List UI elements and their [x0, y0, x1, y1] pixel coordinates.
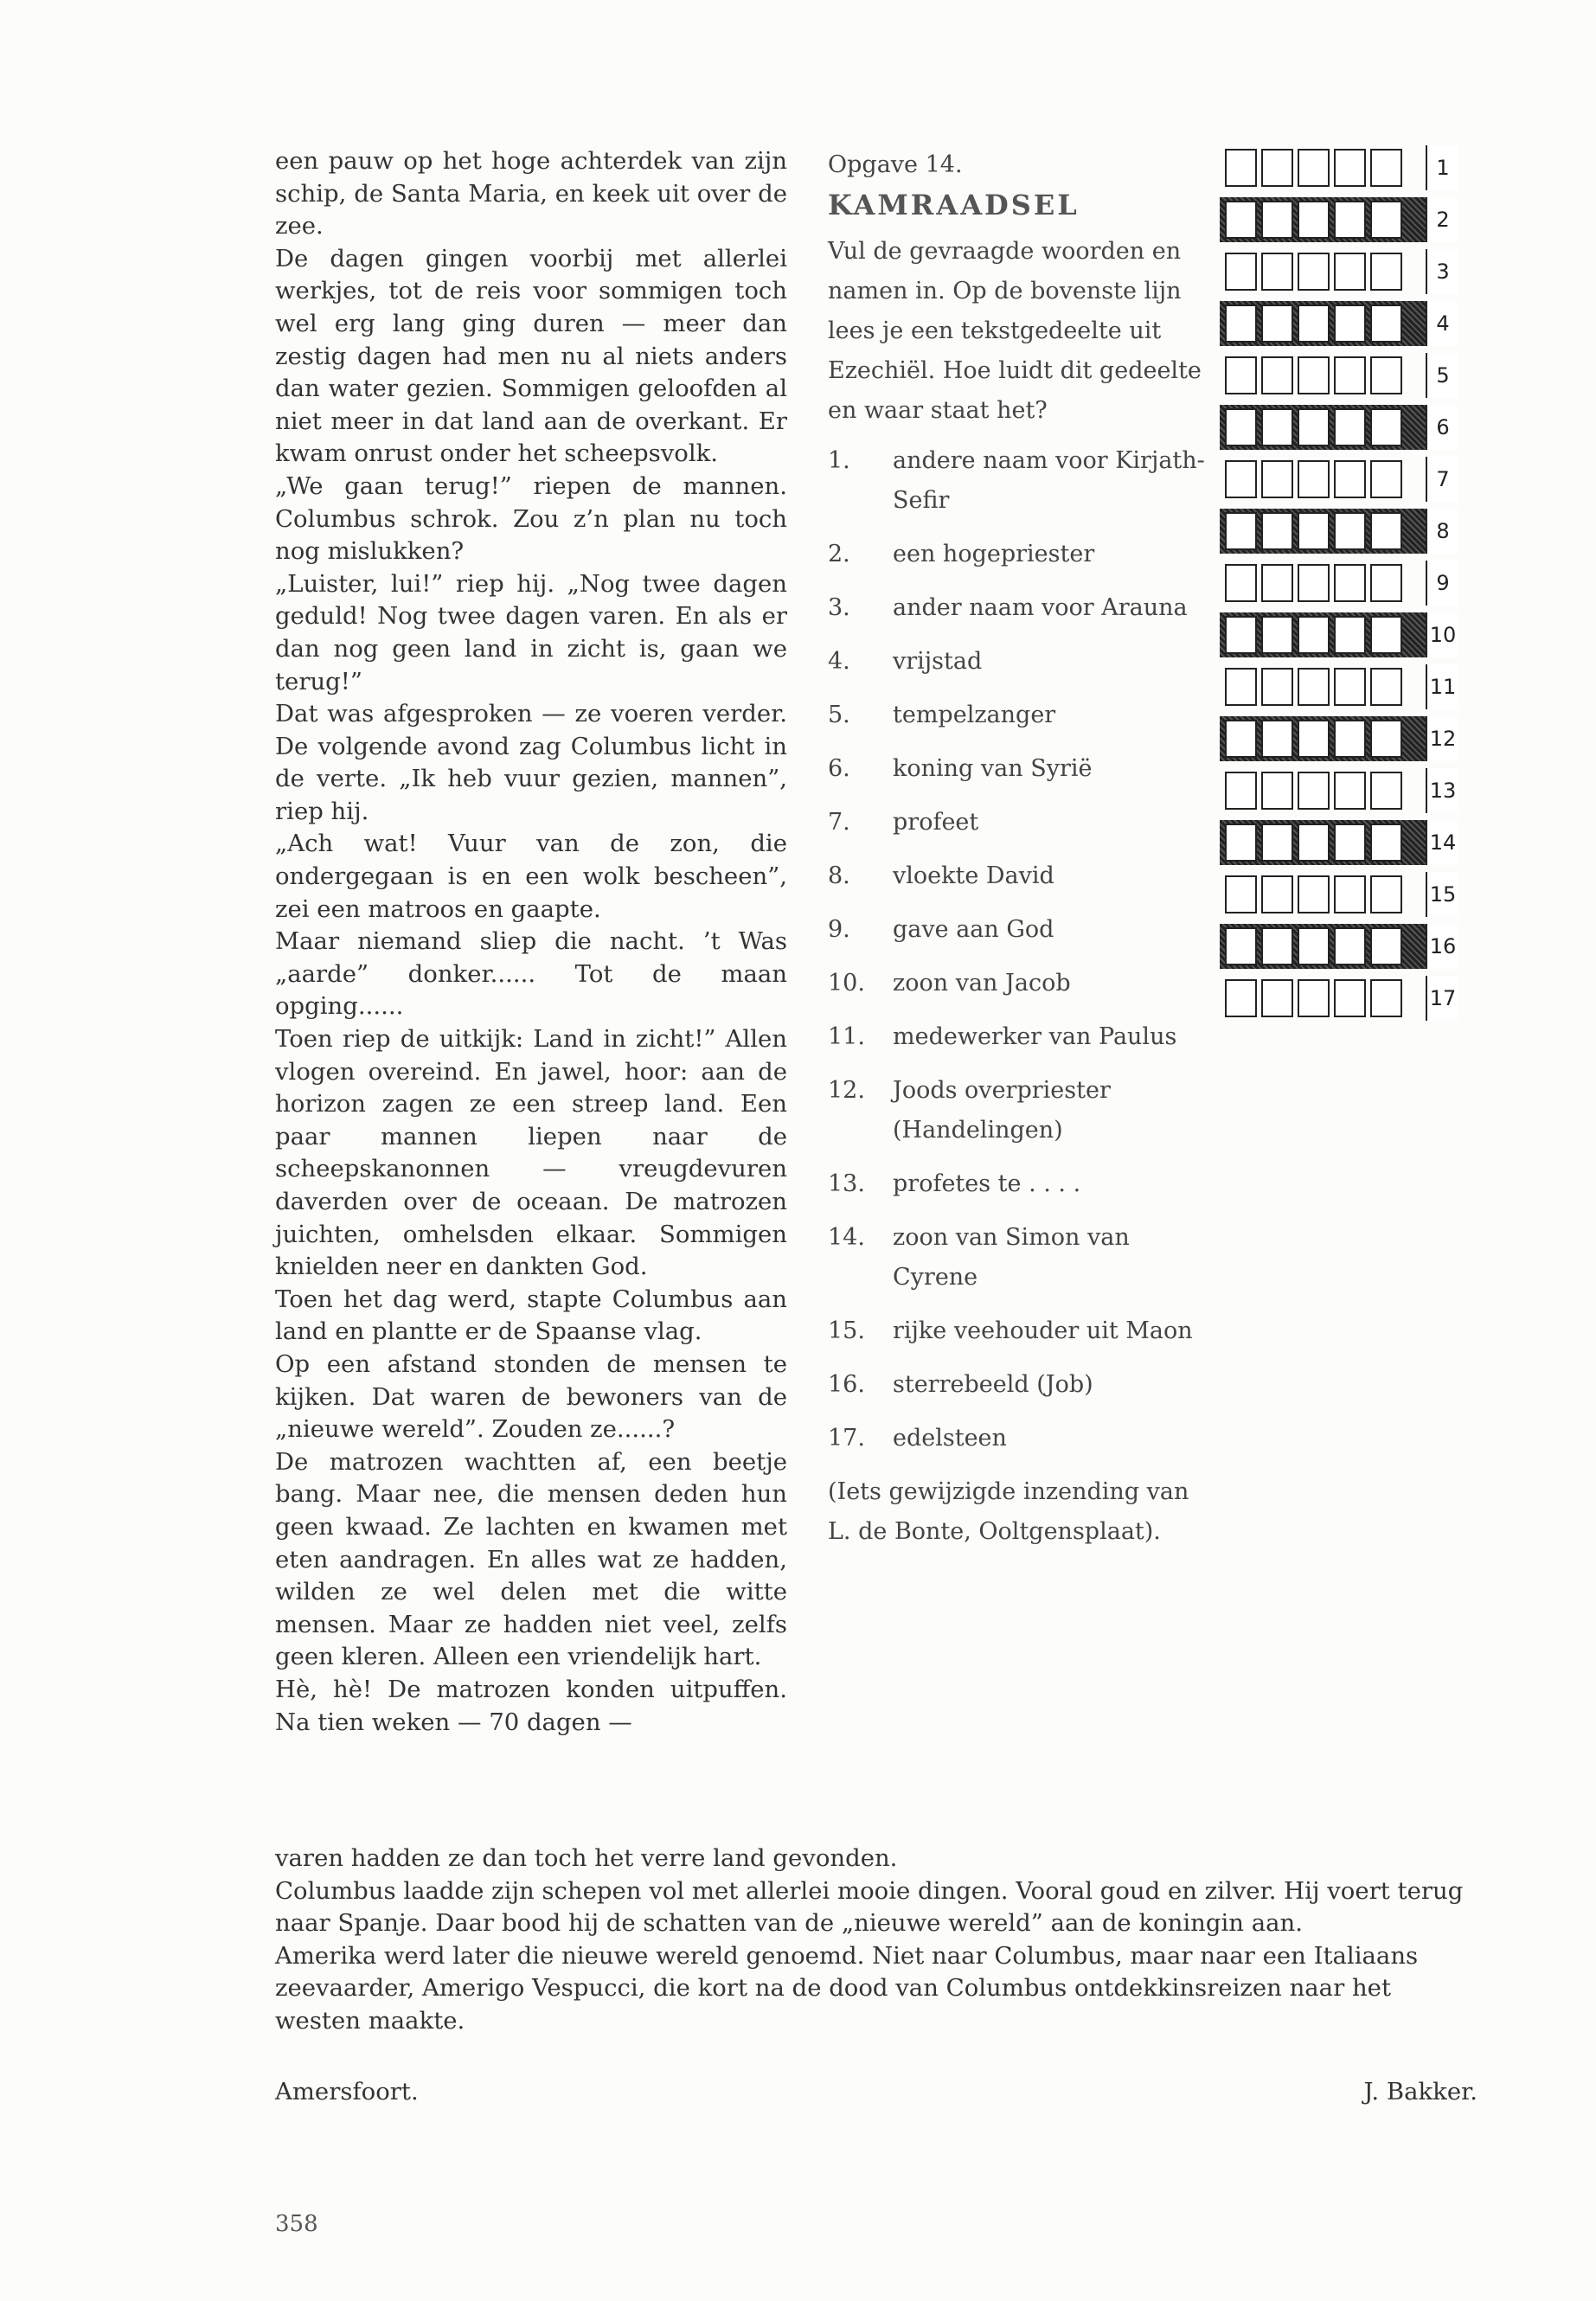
- grid-row: [1220, 145, 1458, 190]
- puzzle-title: KAMRAADSEL: [828, 189, 1080, 221]
- clue-number: 6.: [828, 755, 850, 782]
- grid-row-number: 15: [1426, 872, 1458, 917]
- grid-cell[interactable]: [1370, 460, 1402, 498]
- clue-text: zoon van Jacob: [893, 970, 1071, 997]
- grid-cell[interactable]: [1370, 927, 1402, 965]
- clue-number: 7.: [828, 809, 850, 836]
- story-paragraph: Op een afstand stonden de mensen te kijken. Dat waren de bewoners van de „nieuwe wereld”. Zouden ze......?: [275, 1349, 787, 1444]
- grid-cell[interactable]: [1370, 772, 1402, 810]
- grid-cell[interactable]: [1225, 772, 1257, 810]
- clue-number: 5.: [828, 702, 850, 728]
- clue-text: sterrebeeld (Job): [893, 1371, 1093, 1398]
- clue-number: 15.: [828, 1317, 865, 1344]
- grid-cell[interactable]: [1225, 201, 1257, 239]
- clue-item: [828, 803, 1217, 843]
- grid-cell[interactable]: [1334, 772, 1366, 810]
- clue-text: edelsteen: [893, 1425, 1007, 1452]
- grid-cell[interactable]: [1298, 512, 1330, 550]
- grid-cell[interactable]: [1370, 875, 1402, 913]
- story-paragraph: „Luister, lui!” riep hij. „Nog twee dagen geduld! Nog twee dagen varen. En als er dan nog geen land in zicht is, gaan we terug!”: [275, 569, 787, 695]
- grid-cell[interactable]: [1298, 668, 1330, 706]
- grid-row-number: 4: [1426, 301, 1458, 346]
- grid-cell[interactable]: [1261, 564, 1293, 602]
- grid-cell[interactable]: [1370, 824, 1402, 862]
- grid-cell[interactable]: [1261, 253, 1293, 291]
- grid-cell[interactable]: [1261, 201, 1293, 239]
- clue-list: [828, 441, 1217, 1458]
- story-column: [275, 145, 787, 1739]
- grid-cell[interactable]: [1225, 616, 1257, 654]
- grid-row-number: 9: [1426, 561, 1458, 606]
- grid-cell[interactable]: [1334, 356, 1366, 394]
- grid-row: [1220, 197, 1458, 242]
- story-paragraph: „Ach wat! Vuur van de zon, die ondergegaan is en een wolk bescheen”, zei een matroos en gaapte.: [275, 830, 787, 923]
- grid-cell[interactable]: [1370, 564, 1402, 602]
- clue-item: [828, 695, 1217, 735]
- grid-cell[interactable]: [1370, 979, 1402, 1017]
- clue-text: zoon van Simon van Cyrene: [893, 1224, 1130, 1291]
- grid-cell[interactable]: [1225, 356, 1257, 394]
- story-paragraph: Toen riep de uitkijk: Land in zicht!” Allen vlogen overeind. En jawel, hoor: aan de horizon zagen ze een streep land. Een paar mannen liepen naar de scheepskanonnen — vreugdevuren daverden over de oceaan. De matrozen juichten, omhelsden elkaar. Sommigen knielden neer en dankten God.: [275, 1025, 787, 1281]
- clue-text: profeet: [893, 809, 979, 836]
- story-paragraph: Columbus laadde zijn schepen vol met allerlei mooie dingen. Vooral goud en zilver. Hij voert terug naar Spanje. Daar bood hij de schatten van de „nieuwe wereld” aan de koningin aan.: [275, 1876, 1464, 1938]
- grid-cell[interactable]: [1334, 304, 1366, 343]
- clue-item: [828, 1365, 1217, 1405]
- clue-number: 16.: [828, 1371, 865, 1398]
- clue-item: [828, 1164, 1217, 1204]
- clue-text: een hogepriester: [893, 541, 1095, 567]
- grid-cell[interactable]: [1334, 408, 1366, 446]
- clue-text: profetes te . . . .: [893, 1170, 1081, 1197]
- grid-cell[interactable]: [1334, 564, 1366, 602]
- story-paragraph: Hè, hè! De matrozen konden uitpuffen. Na tien weken — 70 dagen —: [275, 1675, 787, 1736]
- grid-cell[interactable]: [1261, 720, 1293, 758]
- grid-cell[interactable]: [1370, 253, 1402, 291]
- grid-row-number: 16: [1426, 924, 1458, 969]
- grid-cell[interactable]: [1225, 824, 1257, 862]
- clue-text: medewerker van Paulus: [893, 1023, 1177, 1050]
- grid-cell[interactable]: [1370, 668, 1402, 706]
- story-paragraph: De matrozen wachtten af, een beetje bang. Maar nee, die mensen deden hun geen kwaad. Ze lachten en kwamen met eten aandragen. En alles wat ze hadden, wilden ze wel delen met die witte mensen. Maar ze hadden niet veel, zelfs geen kleren. Alleen een vriendelijk hart.: [275, 1447, 787, 1671]
- grid-cell[interactable]: [1298, 875, 1330, 913]
- clue-item: [828, 1419, 1217, 1458]
- grid-row-number: 1: [1426, 145, 1458, 190]
- grid-cell[interactable]: [1370, 201, 1402, 239]
- grid-cell[interactable]: [1334, 149, 1366, 187]
- grid-row-number: 2: [1426, 197, 1458, 242]
- grid-cell[interactable]: [1261, 356, 1293, 394]
- grid-cell[interactable]: [1261, 772, 1293, 810]
- grid-cell[interactable]: [1261, 304, 1293, 343]
- grid-row-number: 6: [1426, 405, 1458, 450]
- grid-cell[interactable]: [1334, 201, 1366, 239]
- signature-row: [275, 2078, 1477, 2106]
- grid-cell[interactable]: [1334, 253, 1366, 291]
- grid-cell[interactable]: [1225, 512, 1257, 550]
- clue-number: 8.: [828, 862, 850, 889]
- clue-item: [828, 964, 1217, 1003]
- clue-text: Joods overpriester (Handelingen): [893, 1077, 1111, 1144]
- clue-text: tempelzanger: [893, 702, 1056, 728]
- grid-row-number: 14: [1426, 820, 1458, 865]
- clue-number: 10.: [828, 970, 865, 997]
- clue-number: 9.: [828, 916, 850, 943]
- grid-cell[interactable]: [1298, 927, 1330, 965]
- grid-cell[interactable]: [1370, 720, 1402, 758]
- grid-cell[interactable]: [1261, 616, 1293, 654]
- grid-row: [1220, 768, 1458, 813]
- place-name: Amersfoort.: [275, 2078, 419, 2106]
- grid-row-number: 17: [1426, 976, 1458, 1021]
- clue-item: [828, 588, 1217, 628]
- clue-number: 3.: [828, 594, 850, 621]
- author-name: J. Bakker.: [1363, 2078, 1477, 2106]
- grid-row-number: 11: [1426, 664, 1458, 709]
- grid-row: [1220, 612, 1458, 657]
- grid-cell[interactable]: [1298, 304, 1330, 343]
- story-paragraph: Maar niemand sliep die nacht. ’t Was „aarde” donker...... Tot de maan opging......: [275, 927, 787, 1021]
- puzzle-column: [828, 145, 1217, 1552]
- grid-cell[interactable]: [1261, 824, 1293, 862]
- grid-row-number: 7: [1426, 457, 1458, 502]
- grid-cell[interactable]: [1370, 408, 1402, 446]
- puzzle-grid: [1220, 145, 1458, 1028]
- grid-row-number: 8: [1426, 509, 1458, 554]
- clue-item: [828, 642, 1217, 682]
- story-paragraph: een pauw op het hoge achterdek van zijn schip, de Santa Maria, en keek uit over de zee.: [275, 147, 787, 240]
- clue-item: [828, 1311, 1217, 1351]
- grid-cell[interactable]: [1370, 356, 1402, 394]
- grid-cell[interactable]: [1261, 512, 1293, 550]
- grid-cell[interactable]: [1370, 512, 1402, 550]
- grid-row: [1220, 353, 1458, 398]
- grid-cell[interactable]: [1298, 720, 1330, 758]
- grid-cell[interactable]: [1298, 460, 1330, 498]
- clue-text: gave aan God: [893, 916, 1054, 943]
- clue-item: [828, 749, 1217, 789]
- grid-cell[interactable]: [1298, 149, 1330, 187]
- grid-row: [1220, 716, 1458, 761]
- grid-row-number: 3: [1426, 249, 1458, 294]
- grid-row: [1220, 924, 1458, 969]
- grid-cell[interactable]: [1261, 668, 1293, 706]
- clue-number: 12.: [828, 1077, 865, 1104]
- clue-number: 2.: [828, 541, 850, 567]
- grid-cell[interactable]: [1225, 253, 1257, 291]
- grid-cell[interactable]: [1298, 356, 1330, 394]
- clue-text: vrijstad: [893, 648, 983, 675]
- clue-item: [828, 441, 1217, 521]
- clue-number: 14.: [828, 1224, 865, 1251]
- grid-cell[interactable]: [1298, 616, 1330, 654]
- grid-cell[interactable]: [1370, 304, 1402, 343]
- grid-cell[interactable]: [1334, 979, 1366, 1017]
- grid-row: [1220, 301, 1458, 346]
- puzzle-intro: Vul de gevraagde woorden en namen in. Op de bovenste lijn lees je een tekstgedeelte uit Ezechiël. Hoe luidt dit gedeelte en waar staat het?: [828, 238, 1202, 424]
- grid-cell[interactable]: [1334, 824, 1366, 862]
- grid-row-number: 13: [1426, 768, 1458, 813]
- grid-cell[interactable]: [1298, 564, 1330, 602]
- grid-row: [1220, 664, 1458, 709]
- page-number: 358: [275, 2211, 318, 2237]
- grid-row: [1220, 820, 1458, 865]
- clue-item: [828, 1017, 1217, 1057]
- story-paragraph: „We gaan terug!” riepen de mannen. Columbus schrok. Zou z’n plan nu toch nog mislukken?: [275, 471, 787, 566]
- grid-cell[interactable]: [1334, 720, 1366, 758]
- grid-cell[interactable]: [1370, 149, 1402, 187]
- grid-cell[interactable]: [1298, 979, 1330, 1017]
- grid-cell[interactable]: [1298, 201, 1330, 239]
- clue-text: rijke veehouder uit Maon: [893, 1317, 1193, 1344]
- grid-cell[interactable]: [1334, 875, 1366, 913]
- grid-cell[interactable]: [1334, 927, 1366, 965]
- puzzle-credit: (Iets gewijzigde inzending van L. de Bonte, Ooltgensplaat).: [828, 1478, 1189, 1545]
- grid-cell[interactable]: [1334, 616, 1366, 654]
- story-paragraph: varen hadden ze dan toch het verre land gevonden.: [275, 1844, 898, 1872]
- grid-cell[interactable]: [1225, 927, 1257, 965]
- clue-number: 1.: [828, 447, 850, 474]
- grid-cell[interactable]: [1370, 616, 1402, 654]
- grid-cell[interactable]: [1225, 460, 1257, 498]
- story-paragraph: Toen het dag werd, stapte Columbus aan land en plantte er de Spaanse vlag.: [275, 1285, 787, 1346]
- story-paragraph: De dagen gingen voorbij met allerlei werkjes, tot de reis voor sommigen toch wel erg lang ging duren — meer dan zestig dagen had men nu al niets anders dan water gezien. Sommigen geloofden al niet meer in dat land aan de overkant. Er kwam onrust onder het scheepsvolk.: [275, 244, 787, 468]
- grid-cell[interactable]: [1225, 875, 1257, 913]
- grid-cell[interactable]: [1261, 927, 1293, 965]
- grid-cell[interactable]: [1261, 460, 1293, 498]
- grid-cell[interactable]: [1225, 564, 1257, 602]
- grid-cell[interactable]: [1298, 253, 1330, 291]
- clue-text: andere naam voor Kirjath-Sefir: [893, 447, 1205, 514]
- grid-row: [1220, 509, 1458, 554]
- puzzle-label: Opgave 14.: [828, 151, 963, 178]
- clue-item: [828, 1218, 1217, 1298]
- grid-cell[interactable]: [1261, 149, 1293, 187]
- clue-item: [828, 535, 1217, 574]
- grid-cell[interactable]: [1334, 668, 1366, 706]
- clue-text: vloekte David: [893, 862, 1054, 889]
- grid-row: [1220, 457, 1458, 502]
- grid-row: [1220, 405, 1458, 450]
- grid-row: [1220, 249, 1458, 294]
- grid-row: [1220, 561, 1458, 606]
- grid-row: [1220, 872, 1458, 917]
- clue-item: [828, 856, 1217, 896]
- grid-cell[interactable]: [1334, 512, 1366, 550]
- grid-cell[interactable]: [1225, 720, 1257, 758]
- grid-row-number: 10: [1426, 612, 1458, 657]
- clue-item: [828, 910, 1217, 950]
- grid-cell[interactable]: [1298, 824, 1330, 862]
- story-continuation: [275, 1843, 1477, 2038]
- clue-number: 4.: [828, 648, 850, 675]
- grid-cell[interactable]: [1225, 979, 1257, 1017]
- clue-item: [828, 1071, 1217, 1150]
- story-paragraph: Amerika werd later die nieuwe wereld genoemd. Niet naar Columbus, maar naar een Italiaans zeevaarder, Amerigo Vespucci, die kort na de dood van Columbus ontdekkinsreizen naar het westen maakte.: [275, 1941, 1419, 2035]
- clue-text: koning van Syrië: [893, 755, 1093, 782]
- grid-cell[interactable]: [1298, 408, 1330, 446]
- grid-cell[interactable]: [1298, 772, 1330, 810]
- grid-cell[interactable]: [1261, 408, 1293, 446]
- grid-cell[interactable]: [1225, 668, 1257, 706]
- grid-cell[interactable]: [1261, 875, 1293, 913]
- story-paragraph: Dat was afgesproken — ze voeren verder. De volgende avond zag Columbus licht in de verte. „Ik heb vuur gezien, mannen”, riep hij.: [275, 700, 787, 825]
- grid-cell[interactable]: [1261, 979, 1293, 1017]
- grid-row-number: 12: [1426, 716, 1458, 761]
- clue-number: 13.: [828, 1170, 865, 1197]
- grid-row-number: 5: [1426, 353, 1458, 398]
- grid-cell[interactable]: [1334, 460, 1366, 498]
- clue-number: 17.: [828, 1425, 865, 1452]
- grid-row: [1220, 976, 1458, 1021]
- clue-text: ander naam voor Arauna: [893, 594, 1188, 621]
- grid-cell[interactable]: [1225, 304, 1257, 343]
- grid-cell[interactable]: [1225, 149, 1257, 187]
- grid-cell[interactable]: [1225, 408, 1257, 446]
- clue-number: 11.: [828, 1023, 865, 1050]
